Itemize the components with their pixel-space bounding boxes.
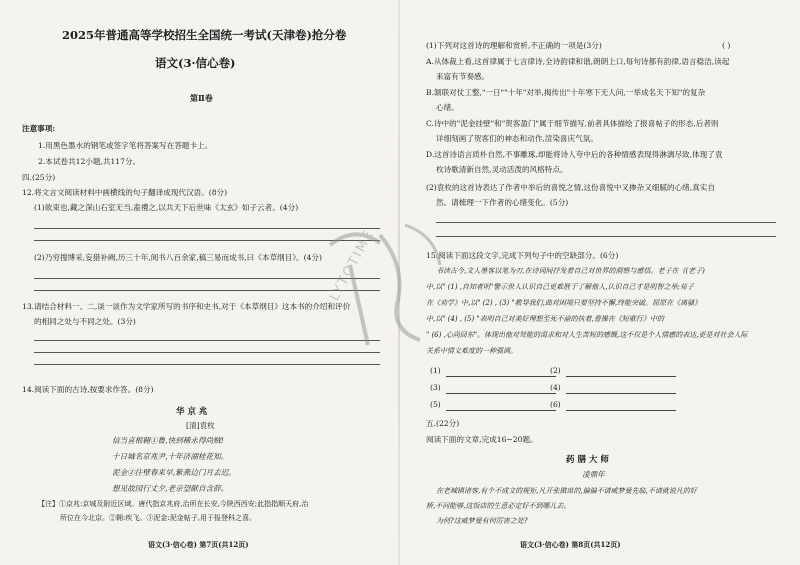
passage-line-3: 在《劝学》中,以" (2) , (3) "教导我们,曲对困境只要坚持不懈,终能突破。屈原在《离骚》 <box>426 299 702 307</box>
question-14-sub-2-line-1: (2)袁枚的这首诗表达了作者中举后的喜悦之情,这份喜悦中又掺杂又细腻的心绪,真实自 <box>426 183 715 192</box>
question-15: 15.阅读下面这段文字,完成下列句子中的空缺部分。(6分) <box>426 251 619 260</box>
article-para-1-line-2: 桥,不问能够,这饭店的生意必定好不到哪儿去。 <box>426 502 571 510</box>
part-title: 第Ⅱ卷 <box>190 93 213 103</box>
exam-header-title: 2025年普通高等学校招生全国统一考试(天津卷)抢分卷 <box>62 28 347 42</box>
blank-label-5: (5) <box>430 400 441 409</box>
reading-intro: 阅读下面的文章,完成16~20题。 <box>426 435 538 444</box>
article-author: 凌鼎年 <box>582 470 605 479</box>
option-b-line-1: B.颔联对仗工整,"一日""十年"对举,揭传出"十年寒下无人问,一举成名天下知"的复杂 <box>426 88 706 97</box>
poem-line-1: 信当喜根翱①鲁,快到稀永得尚贼! <box>112 436 224 445</box>
blank-line-4[interactable] <box>566 393 676 394</box>
blank-label-6: (6) <box>550 400 561 409</box>
option-a-line-2: 来富有节奏感。 <box>436 72 490 81</box>
passage-line-2: 中,以" (1) ,自知者明"警示世人认识自己更难胜于了解他人,认识自己才是明智之举;荀子 <box>426 283 694 291</box>
page-footer-right: 语文(3·信心卷) 第8页(共12页) <box>520 540 621 549</box>
question-14-sub-2-line-2: 然。请梳理一下作者的心绪变化。(5分) <box>436 198 569 207</box>
poem-title: 华 京 兆 <box>176 407 208 417</box>
article-title: 药 膳 大 师 <box>566 455 609 465</box>
poem-line-4: 想见故园行丈夕,老亲望献自含辞。 <box>112 484 229 493</box>
section-5-heading: 五.(22分) <box>426 419 460 428</box>
poem-line-3: 泥金②往壁春来早,紫燕边门月去迟。 <box>112 468 236 477</box>
question-13-line-1: 13.请结合材料一、二,谈一谈作为文学家所写的书序和史书,对于《本草纲目》这本书的介绍和评价 <box>22 302 351 311</box>
option-a-line-1: A.从体裁上看,这首律属于七言律诗,全诗韵律和谐,朗朗上口,每句诗都有韵律,语言稳洁,读起 <box>426 57 730 66</box>
page-footer-left: 语文(3·信心卷) 第7页(共12页) <box>148 540 249 549</box>
blank-line-1[interactable] <box>446 376 556 377</box>
watermark-logo-icon <box>310 205 460 355</box>
passage-line-4: 中,以" (4) , (5) "表明自己对美好理想至死不渝的执着,曹操在《短歌行》中的 <box>426 315 664 323</box>
option-c-line-1: C.诗中的"泥金挂壁"和"贺客盈门"属于细节描写,前者具体描绘了报喜帖子的形态,后者则 <box>426 119 719 128</box>
poem-author: [清]袁枚 <box>186 421 215 430</box>
option-b-line-2: 心绪。 <box>436 103 459 112</box>
option-d-line-1: D.这首诗语言质朴自然,不事雕琢,却能将诗人夸中后的各种情感表现得淋漓尽致,体现了袁 <box>426 150 723 159</box>
note-1: 1.用黑色墨水的钢笔或签字笔将答案写在答题卡上。 <box>38 141 213 150</box>
watermark-logo <box>310 205 460 355</box>
blank-label-1: (1) <box>430 366 441 375</box>
subject-title: 语文(3·信心卷) <box>155 56 236 70</box>
article-para-2: 为何?这威梦曼有何厉害之处? <box>436 517 528 525</box>
answer-parenthesis: ( ) <box>722 41 731 50</box>
answer-line <box>34 364 380 365</box>
poem-line-2: 十日城名京兆尹,十年济湖桂花知。 <box>112 452 229 461</box>
option-c-line-2: 详细刻画了贺客们的神态和动作,渲染喜庆气氛。 <box>436 134 598 143</box>
blank-line-2[interactable] <box>566 376 676 377</box>
question-13-line-2: 的相同之处与不同之处。(3分) <box>34 317 136 326</box>
question-14: 14.阅读下面的古诗,按要求作答。(8分) <box>22 385 154 394</box>
blank-line-5[interactable] <box>446 410 556 411</box>
question-14-sub-1: (1)下列对这首诗的理解和赏析,不正确的一项是(3分) <box>426 41 602 50</box>
blank-label-3: (3) <box>430 383 441 392</box>
answer-line <box>436 236 776 237</box>
right-page <box>400 0 800 565</box>
blank-line-6[interactable] <box>566 410 676 411</box>
blank-line-3[interactable] <box>446 393 556 394</box>
note-2: 2.本试卷共12小题,共117分。 <box>38 157 141 166</box>
passage-line-5: " (6) ,心尚回东"。体现出他对贤能的渴求和对人生苦短的感慨,这不仅是个人情感的表达,更是对社会人际 <box>426 331 748 339</box>
blank-label-4: (4) <box>550 383 561 392</box>
question-12-part-1: (1)欲束也,藏之深山石室无当,盍禮之,以共天下后世味《太玄》如子云者。(4分) <box>34 203 299 212</box>
passage-line-6: 关系中情义难度的一种强调。 <box>426 347 517 355</box>
answer-line <box>436 222 776 223</box>
poem-note-line-2: 所位在今北京。②翱:疾飞。③泥金:泥金帖子,用于报登科之喜。 <box>60 514 256 522</box>
passage-line-1: 书读古今,文人墨客以笔为刃,在诗词间抒发着自己对世界的洞察与感悟。老子在《(老子) <box>436 267 705 275</box>
notes-title: 注意事项: <box>22 124 56 133</box>
article-para-1-line-1: 在老城镇诸客,有个不成文的规矩,凡开张做席的,偏偏不请威梦曼先临,不请就说凡的好 <box>436 487 697 495</box>
blank-label-2: (2) <box>550 366 561 375</box>
question-12-part-2: (2)乃穷搜博采,妄猎补阙,历三十年,阅书八百余家,稿三易而成书,曰《本草纲目》。(4分) <box>34 253 322 262</box>
question-12: 12.将文言文阅读材料中画横线的句子翻译成现代汉语。(8分) <box>22 188 228 197</box>
watermark-text: LYTOTIME <box>327 226 378 304</box>
section-4-heading: 四.(25分) <box>22 173 56 182</box>
poem-note-line-1: 【注】①京兆:京城及附近区域。唐代指京兆府,治所在长安,今陕西西安;此指指顺天府,治 <box>38 500 309 508</box>
option-d-line-2: 枚诗歌清新自然,灵动活泼的风格特点。 <box>436 165 568 174</box>
